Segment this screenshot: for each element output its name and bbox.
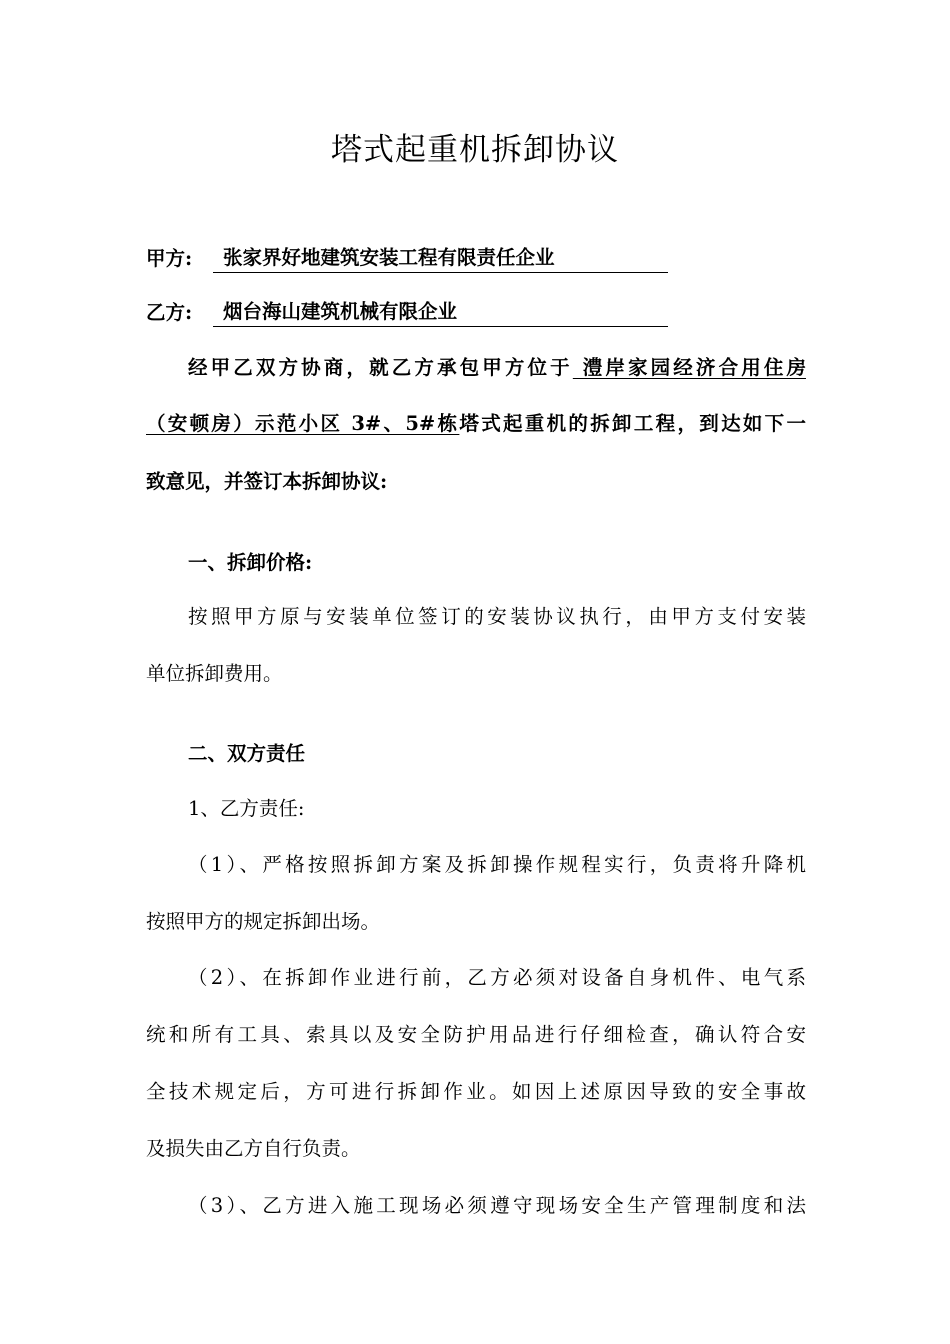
intro-line-2 [146,409,806,439]
item-2-line-1: （2）、在拆卸作业进行前，乙方必须对设备自身机件、电气系 [188,966,806,989]
item-1-line-1: （1）、严格按照拆卸方案及拆卸操作规程实行，负责将升降机 [188,853,806,876]
intro-line-3: 致意见，并签订本拆卸协议: [146,470,388,493]
party-b-value: 烟台海山建筑机械有限企业 [213,298,668,327]
item-3-line-1: （3）、乙方进入施工现场必须遵守现场安全生产管理制度和法 [188,1194,806,1217]
intro-line-1 [146,353,806,383]
party-a-label: 甲方: [146,247,193,270]
section-1-heading: 一、拆卸价格: [188,551,313,574]
section-2-heading: 二、双方责任 [188,742,306,765]
item-2-line-2: 统和所有工具、索具以及安全防护用品进行仔细检查，确认符合安 [146,1023,806,1046]
section-1-line-2: 单位拆卸费用。 [146,662,283,685]
party-a-row [146,244,806,274]
party-b-label: 乙方: [146,301,193,324]
document-title: 塔式起重机拆卸协议 [331,132,619,168]
section-1-line-1: 按照甲方原与安装单位签订的安装协议执行，由甲方支付安装 [188,605,806,628]
intro-line-1-prefix: 经甲乙双方协商，就乙方承包甲方位于 [188,356,573,379]
project-name-part-1: 澧岸家园经济合用住房 [572,356,806,379]
section-2-sub-1: 1、乙方责任: [188,797,305,820]
party-b-row [146,298,806,328]
item-2-line-3: 全技术规定后，方可进行拆卸作业。如因上述原因导致的安全事故 [146,1080,806,1103]
intro-line-2-suffix: 塔式起重机的拆卸工程，到达如下一 [459,412,806,435]
project-name-part-2: （安顿房）示范小区 3#、5#栋 [146,412,460,435]
item-1-line-2: 按照甲方的规定拆卸出场。 [146,910,381,933]
item-2-line-4: 及损失由乙方自行负责。 [146,1137,361,1160]
party-a-value: 张家界好地建筑安装工程有限责任企业 [213,244,668,273]
